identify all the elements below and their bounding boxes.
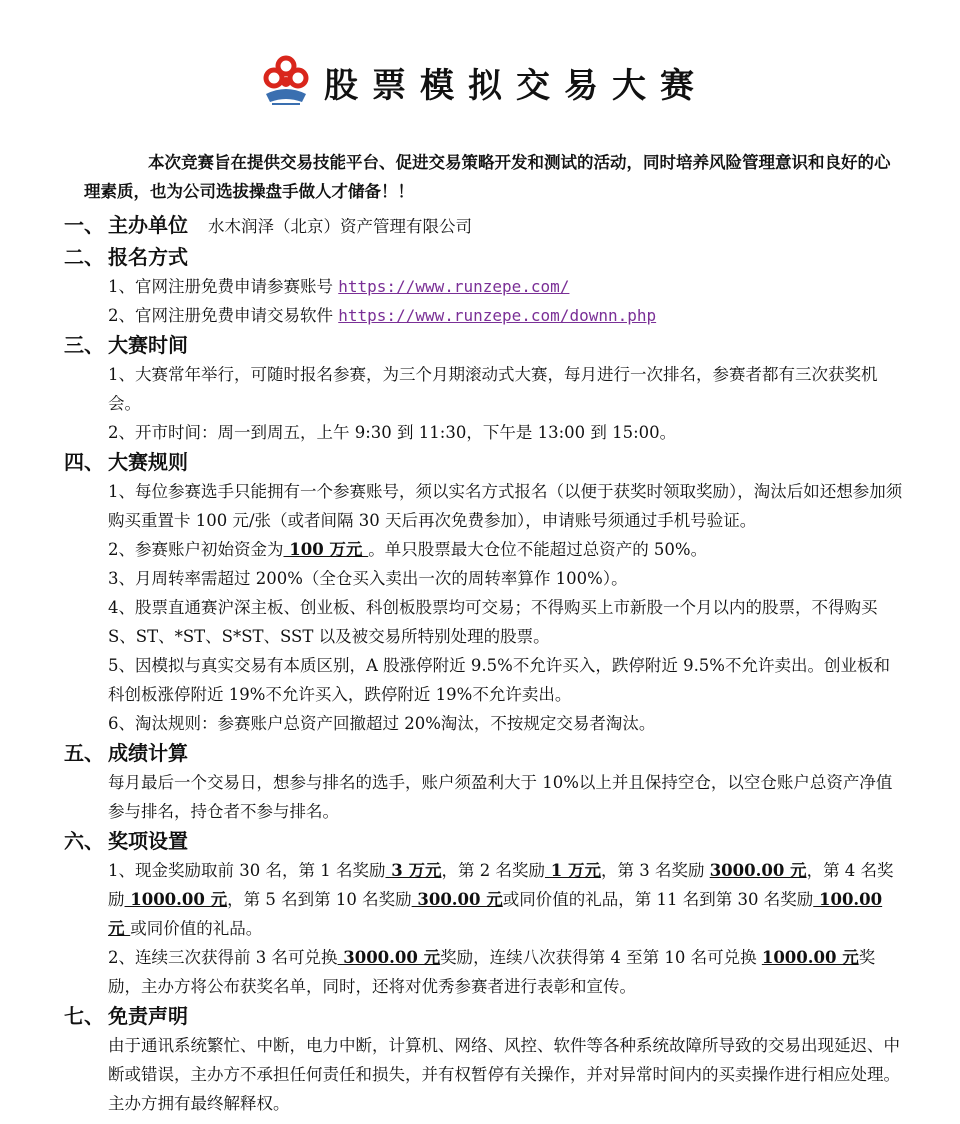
- section-awards: [64, 826, 904, 1001]
- list-item: 1、大赛常年举行，可随时报名参赛，为三个月期滚动式大赛，每月进行一次排名，参赛者都有三次获奖机会。: [108, 365, 878, 413]
- section-title: 大赛时间: [108, 333, 188, 357]
- document-body: [64, 148, 904, 1118]
- paragraph: 每月最后一个交易日，想参与排名的选手，账户须盈利大于 10%以上并且保持空仓，以空仓账户总资产净值参与排名，持仓者不参与排名。: [108, 773, 893, 821]
- list-item: 6、淘汰规则：参赛账户总资产回撤超过 20%淘汰，不按规定交易者淘汰。: [108, 714, 656, 733]
- account-link[interactable]: https://www.runzepe.com/: [338, 277, 570, 296]
- section-title: 主办单位: [108, 213, 188, 237]
- section-schedule: [64, 330, 904, 447]
- initial-capital: 100 万元: [283, 540, 369, 559]
- section-scoring: [64, 738, 904, 826]
- section-title: 报名方式: [108, 245, 188, 269]
- list-item: 4、股票直通赛沪深主板、创业板、科创板股票均可交易；不得购买上市新股一个月以内的股票，不得购买 S、ST、*ST、S*ST、SST 以及被交易所特别处理的股票。: [108, 598, 878, 646]
- section-number: 六、: [64, 829, 104, 853]
- section-title: 免责声明: [108, 1004, 188, 1028]
- list-item: 2、参赛账户初始资金为 100 万元 。单只股票最大仓位不能超过总资产的 50%。: [108, 540, 708, 559]
- download-link[interactable]: https://www.runzepe.com/downn.php: [338, 306, 657, 325]
- organizer-name: 水木润泽（北京）资产管理有限公司: [208, 217, 472, 236]
- paragraph: 由于通讯系统繁忙、中断，电力中断，计算机、网络、风控、软件等各种系统故障所导致的交易出现延迟、中断或错误，主办方不承担任何责任和损失，并有权暂停有关操作，并对异常时间内的买卖操作进行相应处理。主办方拥有最终解释权。: [108, 1036, 900, 1113]
- section-title: 成绩计算: [108, 741, 188, 765]
- section-number: 七、: [64, 1004, 104, 1028]
- section-number: 三、: [64, 333, 104, 357]
- section-registration: [64, 242, 904, 330]
- list-item: 1、每位参赛选手只能拥有一个参赛账号，须以实名方式报名（以便于获奖时领取奖励），淘汰后如还想参加须购买重置卡 100 元/张（或者间隔 30 天后再次免费参加），申请账号须通过手机号验证。: [108, 482, 903, 530]
- intro-paragraph: 本次竞赛旨在提供交易技能平台、促进交易策略开发和测试的活动，同时培养风险管理意识和良好的心理素质，也为公司选拔操盘手做人才储备！！: [84, 153, 891, 201]
- list-item: 2、官网注册免费申请交易软件 https://www.runzepe.com/downn.php: [108, 306, 657, 325]
- page-title: 股票模拟交易大赛: [324, 65, 708, 106]
- section-organizer: [64, 210, 904, 242]
- list-item: 2、连续三次获得前 3 名可兑换 3000.00 元奖励，连续八次获得第 4 至第 10 名可兑换 1000.00 元奖励，主办方将公布获奖名单，同时，还将对优秀参赛者进行表彰和宣传。: [108, 948, 876, 996]
- list-item: 1、官网注册免费申请参赛账号 https://www.runzepe.com/: [108, 277, 570, 296]
- list-item: 1、现金奖励取前 30 名，第 1 名奖励 3 万元，第 2 名奖励 1 万元，第 3 名奖励 3000.00 元，第 4 名奖励 1000.00 元，第 5 名到第 10 名奖励 300.00 元或同价值的礼品，第 11 名到第 30 名奖励 100.00 元 或同价值的礼品。: [108, 861, 894, 938]
- list-item: 5、因模拟与真实交易有本质区别，A 股涨停附近 9.5%不允许买入，跌停附近 9.5%不允许卖出。创业板和科创板涨停附近 19%不允许买入，跌停附近 19%不允许卖出。: [108, 656, 890, 704]
- section-disclaimer: [64, 1001, 904, 1118]
- list-item: 3、月周转率需超过 200%（全仓买入卖出一次的周转率算作 100%）。: [108, 569, 628, 588]
- section-rules: [64, 447, 904, 738]
- title-row: [258, 52, 708, 112]
- cinda-logo-icon: [258, 54, 314, 110]
- section-number: 四、: [64, 450, 104, 474]
- section-title: 大赛规则: [108, 450, 188, 474]
- section-number: 二、: [64, 245, 104, 269]
- section-number: 五、: [64, 741, 104, 765]
- list-item: 2、开市时间：周一到周五，上午 9:30 到 11:30，下午是 13:00 到 15:00。: [108, 423, 677, 442]
- section-title: 奖项设置: [108, 829, 188, 853]
- section-number: 一、: [64, 213, 104, 237]
